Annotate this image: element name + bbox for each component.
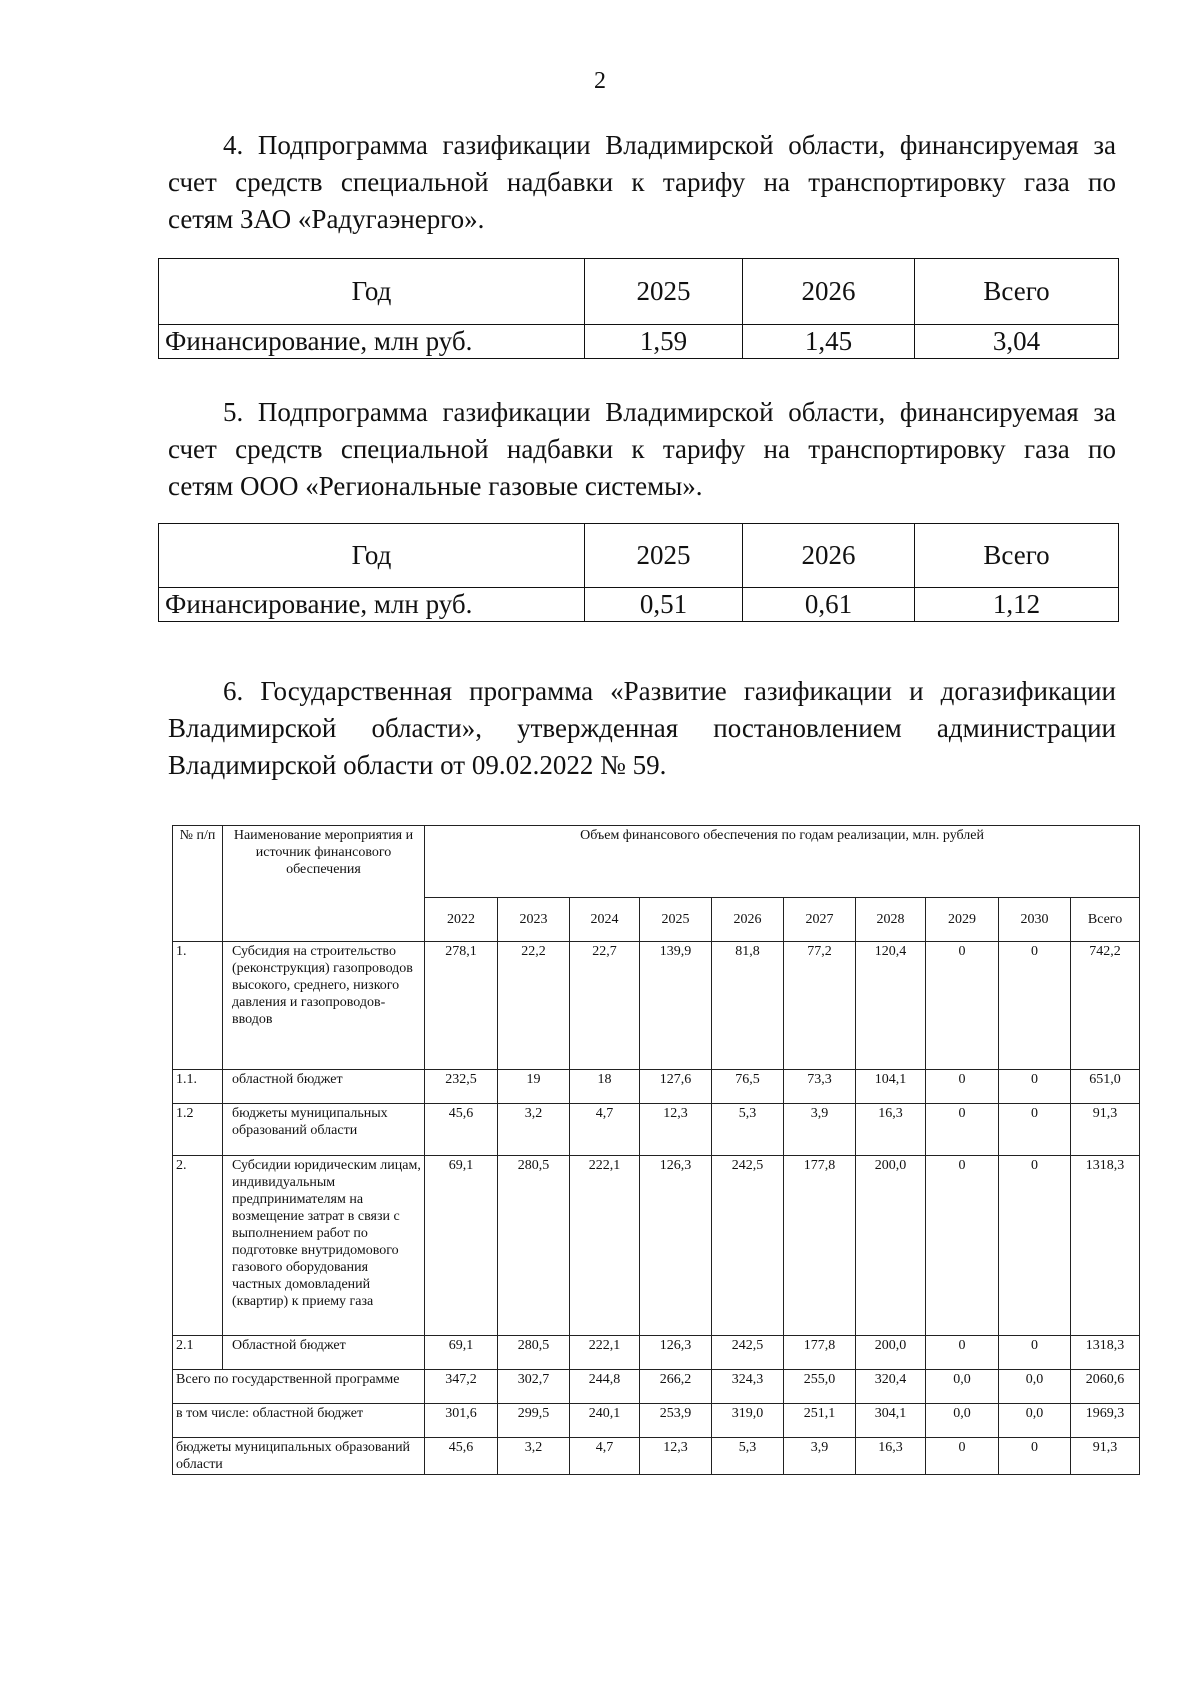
row-value: 1318,3 — [1071, 1336, 1140, 1370]
total-row — [173, 1370, 1140, 1404]
row-value: 222,1 — [570, 1156, 640, 1336]
year-header-0: 2022 — [425, 898, 498, 942]
row-number: 1. — [173, 942, 223, 1070]
row-value: 0 — [999, 942, 1071, 1070]
total-value: 244,8 — [570, 1370, 640, 1404]
row-value: 69,1 — [425, 1336, 498, 1370]
funding-label: Финансирование, млн руб. — [159, 588, 585, 622]
total-row — [173, 1438, 1140, 1475]
row-value: 16,3 — [856, 1104, 926, 1156]
page-number: 2 — [594, 68, 606, 94]
row-value: 0 — [999, 1070, 1071, 1104]
section-4-line-3: сетям ЗАО «Радугаэнерго». — [168, 204, 485, 234]
total-value: 16,3 — [856, 1438, 926, 1475]
table-row — [173, 1336, 1140, 1370]
year-header-3: 2025 — [640, 898, 712, 942]
section-5-table — [158, 523, 1119, 622]
total-value: 5,3 — [712, 1438, 784, 1475]
row-value: 0 — [926, 1104, 999, 1156]
row-name: Областной бюджет — [223, 1336, 425, 1370]
row-value: 242,5 — [712, 1156, 784, 1336]
col-name-header: Наименование мероприятия и источник финансового обеспечения — [223, 826, 425, 942]
total-value: 0,0 — [999, 1370, 1071, 1404]
col-volume-header: Объем финансового обеспечения по годам реализации, млн. рублей — [425, 826, 1140, 898]
funding-2026: 1,45 — [743, 325, 915, 359]
section-6-line-1: 6. Государственная программа «Развитие газификации и догазификации — [223, 676, 1116, 706]
year-header-5: 2027 — [784, 898, 856, 942]
row-number: 1.1. — [173, 1070, 223, 1104]
total-name: в том числе: областной бюджет — [173, 1404, 425, 1438]
header-total: Всего — [915, 259, 1119, 325]
table-row — [173, 942, 1140, 1070]
year-header-4: 2026 — [712, 898, 784, 942]
row-value: 3,9 — [784, 1104, 856, 1156]
section-4-table — [158, 258, 1119, 359]
row-value: 127,6 — [640, 1070, 712, 1104]
total-value: 3,2 — [498, 1438, 570, 1475]
row-value: 177,8 — [784, 1336, 856, 1370]
row-value: 0 — [999, 1336, 1071, 1370]
row-value: 22,7 — [570, 942, 640, 1070]
row-value: 177,8 — [784, 1156, 856, 1336]
row-value: 126,3 — [640, 1336, 712, 1370]
header-year: Год — [159, 524, 585, 588]
row-value: 126,3 — [640, 1156, 712, 1336]
table-row — [173, 1070, 1140, 1104]
program-funding-table — [172, 825, 1140, 1475]
total-value: 266,2 — [640, 1370, 712, 1404]
header-2025: 2025 — [585, 259, 743, 325]
row-value: 242,5 — [712, 1336, 784, 1370]
total-value: 302,7 — [498, 1370, 570, 1404]
section-5-line-3: сетям ООО «Региональные газовые системы». — [168, 471, 703, 501]
row-value: 1318,3 — [1071, 1156, 1140, 1336]
total-value: 2060,6 — [1071, 1370, 1140, 1404]
row-value: 0 — [926, 1156, 999, 1336]
row-value: 280,5 — [498, 1336, 570, 1370]
row-value: 81,8 — [712, 942, 784, 1070]
year-header-6: 2028 — [856, 898, 926, 942]
section-6-heading — [168, 673, 1116, 784]
row-value: 3,2 — [498, 1104, 570, 1156]
row-value: 0 — [926, 1070, 999, 1104]
col-num-header: № п/п — [173, 826, 223, 942]
total-value: 45,6 — [425, 1438, 498, 1475]
header-2026: 2026 — [743, 524, 915, 588]
row-value: 139,9 — [640, 942, 712, 1070]
year-header-1: 2023 — [498, 898, 570, 942]
year-header-2: 2024 — [570, 898, 640, 942]
row-number: 1.2 — [173, 1104, 223, 1156]
row-value: 742,2 — [1071, 942, 1140, 1070]
total-value: 1969,3 — [1071, 1404, 1140, 1438]
total-value: 255,0 — [784, 1370, 856, 1404]
year-header-9: Всего — [1071, 898, 1140, 942]
funding-2025: 1,59 — [585, 325, 743, 359]
header-2025: 2025 — [585, 524, 743, 588]
funding-2026: 0,61 — [743, 588, 915, 622]
funding-2025: 0,51 — [585, 588, 743, 622]
total-value: 251,1 — [784, 1404, 856, 1438]
row-value: 222,1 — [570, 1336, 640, 1370]
total-value: 0 — [999, 1438, 1071, 1475]
total-value: 3,9 — [784, 1438, 856, 1475]
total-value: 320,4 — [856, 1370, 926, 1404]
total-value: 304,1 — [856, 1404, 926, 1438]
total-value: 253,9 — [640, 1404, 712, 1438]
section-4-heading — [168, 127, 1116, 238]
row-value: 91,3 — [1071, 1104, 1140, 1156]
year-header-7: 2029 — [926, 898, 999, 942]
row-value: 19 — [498, 1070, 570, 1104]
row-name: областной бюджет — [223, 1070, 425, 1104]
total-value: 0,0 — [926, 1404, 999, 1438]
row-value: 0 — [926, 942, 999, 1070]
row-number: 2.1 — [173, 1336, 223, 1370]
total-value: 4,7 — [570, 1438, 640, 1475]
total-value: 324,3 — [712, 1370, 784, 1404]
total-value: 319,0 — [712, 1404, 784, 1438]
row-value: 76,5 — [712, 1070, 784, 1104]
header-year: Год — [159, 259, 585, 325]
table-header-row — [173, 826, 1140, 898]
row-name: Субсидии юридическим лицам, индивидуальным предпринимателям на возмещение затрат в связи с выполнением работ по подготовке внутридомового газового оборудования частных домовладений (квартир) к приему газа — [223, 1156, 425, 1336]
row-value: 278,1 — [425, 942, 498, 1070]
section-4-line-1: 4. Подпрограмма газификации Владимирской области, финансируемая за — [223, 130, 1116, 160]
row-value: 0 — [999, 1104, 1071, 1156]
row-value: 0 — [999, 1156, 1071, 1336]
section-5-heading — [168, 394, 1116, 505]
row-value: 232,5 — [425, 1070, 498, 1104]
section-4-line-2: счет средств специальной надбавки к тарифу на транспортировку газа по — [168, 167, 1116, 197]
section-5-line-2: счет средств специальной надбавки к тарифу на транспортировку газа по — [168, 434, 1116, 464]
row-value: 77,2 — [784, 942, 856, 1070]
funding-total: 1,12 — [915, 588, 1119, 622]
row-name: Субсидия на строительство (реконструкция) газопроводов высокого, среднего, низкого давления и газопроводов-вводов — [223, 942, 425, 1070]
header-total: Всего — [915, 524, 1119, 588]
total-value: 91,3 — [1071, 1438, 1140, 1475]
total-value: 0,0 — [926, 1370, 999, 1404]
row-value: 4,7 — [570, 1104, 640, 1156]
row-value: 200,0 — [856, 1336, 926, 1370]
row-value: 18 — [570, 1070, 640, 1104]
table-row — [173, 1104, 1140, 1156]
row-value: 200,0 — [856, 1156, 926, 1336]
row-name: бюджеты муниципальных образований области — [223, 1104, 425, 1156]
funding-label: Финансирование, млн руб. — [159, 325, 585, 359]
row-value: 45,6 — [425, 1104, 498, 1156]
row-value: 280,5 — [498, 1156, 570, 1336]
row-value: 12,3 — [640, 1104, 712, 1156]
total-name: бюджеты муниципальных образований области — [173, 1438, 425, 1475]
row-value: 651,0 — [1071, 1070, 1140, 1104]
funding-total: 3,04 — [915, 325, 1119, 359]
row-value: 104,1 — [856, 1070, 926, 1104]
header-2026: 2026 — [743, 259, 915, 325]
total-value: 299,5 — [498, 1404, 570, 1438]
row-value: 120,4 — [856, 942, 926, 1070]
total-value: 347,2 — [425, 1370, 498, 1404]
total-name: Всего по государственной программе — [173, 1370, 425, 1404]
row-value: 0 — [926, 1336, 999, 1370]
row-value: 73,3 — [784, 1070, 856, 1104]
total-value: 0,0 — [999, 1404, 1071, 1438]
row-value: 69,1 — [425, 1156, 498, 1336]
section-6-line-3: Владимирской области от 09.02.2022 № 59. — [168, 750, 667, 780]
section-6-line-2: Владимирской области», утвержденная постановлением администрации — [168, 713, 1116, 743]
total-value: 301,6 — [425, 1404, 498, 1438]
row-value: 22,2 — [498, 942, 570, 1070]
section-5-line-1: 5. Подпрограмма газификации Владимирской области, финансируемая за — [223, 397, 1116, 427]
total-value: 0 — [926, 1438, 999, 1475]
total-row — [173, 1404, 1140, 1438]
total-value: 240,1 — [570, 1404, 640, 1438]
total-value: 12,3 — [640, 1438, 712, 1475]
year-header-8: 2030 — [999, 898, 1071, 942]
row-value: 5,3 — [712, 1104, 784, 1156]
row-number: 2. — [173, 1156, 223, 1336]
table-row — [173, 1156, 1140, 1336]
